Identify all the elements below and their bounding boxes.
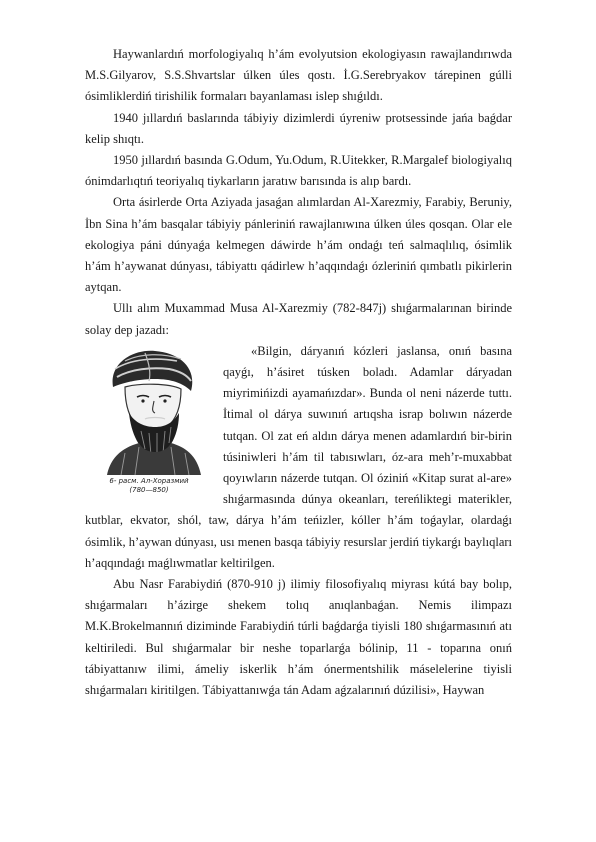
paragraph-2: 1940 jıllardıń baslarında tábiyiy dizimlerdi úyreniw protsessinde jańa baǵdar kelip shıqtı.	[85, 110, 512, 146]
body-text	[85, 44, 512, 701]
paragraph-6-quote: «Bilgin, dáryanıń kózleri jaslansa, onıń basına qayǵı, h’ásiret túsken boladı. Adamlar dáryadan miyrimińizdi ayamańızdar». Bunda ol neni názerde tuttı. İtimal ol dárya suwınıń artıqsha israp bolıwın názerde tutqan. Ol zat eń aldın dárya menen adamlardıń bir-birin túsiniwleri h’ám til tabısıwları, óz-ara meh’r-muxabbat qoyıwların názerde tutqan. Ol óziniń «Kitap surat al-are» shıǵarmasında dúnya okeanları, tereńliktegi materikler, kutblar, ekvator, shól, taw, dárya h’ám teńizler, kóller h’ám toǵaylar, olardaǵı ósimlik, h’aywan dúnyası, usı menen basqa tábiyiy resurslar jerdiń tiykarǵı baylıqları h’aqqındaǵı maǵlıwmatlar keltirilgen.	[85, 343, 512, 570]
paragraph-7: Abu Nasr Farabiydiń (870-910 j) ilimiy filosofiyalıq miyrası kútá bay bolıp, shıǵarmaları h’ázirge shekem tolıq anıqlanbaǵan. Nemis ilimpazı M.K.Brokelmannıń diziminde Farabiydiń túrli baǵdarǵa tiyisli 180 shıǵarmasınıń atı keltiriledi. Bul shıǵarmalar bir neshe toparlarǵa bólinip, 11 - toparına onıń tábiyattanıw ilimi, ámeliy iskerlik h’ám ónermentshilik máselelerine tiyisli shıǵarmaları kiritilgen. Tábiyattanıwǵa tán Adam aǵzalarınıń dúzilisi», Haywan	[85, 577, 512, 698]
paragraph-5: Ullı alım Muxammad Musa Al-Xarezmiy (782-847j) shıǵarmalarınan birinde solay dep jazadı:	[85, 301, 512, 337]
paragraph-3: 1950 jıllardıń basında G.Odum, Yu.Odum, R.Uitekker, R.Margalef biologiyalıq ónimdarlıqtıń teoriyalıq tiykarların jaratıw barısında is alıp bardı.	[85, 153, 512, 189]
paragraph-4: Orta ásirlerde Orta Aziyada jasaǵan alımlardan Al-Xarezmiy, Farabiy, Beruniy, İbn Sina h’ám basqalar tábiyiy pánleriniń rawajlanıwına úlken úles qosqan. Olar ele ekologiya páni dúnyaǵa kelmegen dáwirde h’ám ondaǵı teń salmaqlılıq, ósimlik h’ám h’aywanat dúnyası, tábiyattı qádirlew h’aqqındaǵı ózleriniń qımbatlı pikirlerin aytqan.	[85, 195, 512, 295]
portrait-figure	[85, 343, 213, 501]
figure-caption-line1: 6- расм. Ал-Хоразмий	[109, 476, 189, 485]
figure-caption	[85, 477, 213, 495]
figure-caption-line2: (780—850)	[129, 485, 169, 494]
portrait-illustration	[85, 343, 213, 475]
quote-with-figure	[85, 341, 512, 574]
paragraph-1: Haywanlardıń morfologiyalıq h’ám evolyutsion ekologiyasın rawajlandırıwda M.S.Gilyarov, S.S.Shvartslar úlken úles qostı. İ.G.Serebryakov tárepinen gúlli ósimliklerdiń tirishilik formaları bayanlaması islep shıǵıldı.	[85, 47, 512, 104]
